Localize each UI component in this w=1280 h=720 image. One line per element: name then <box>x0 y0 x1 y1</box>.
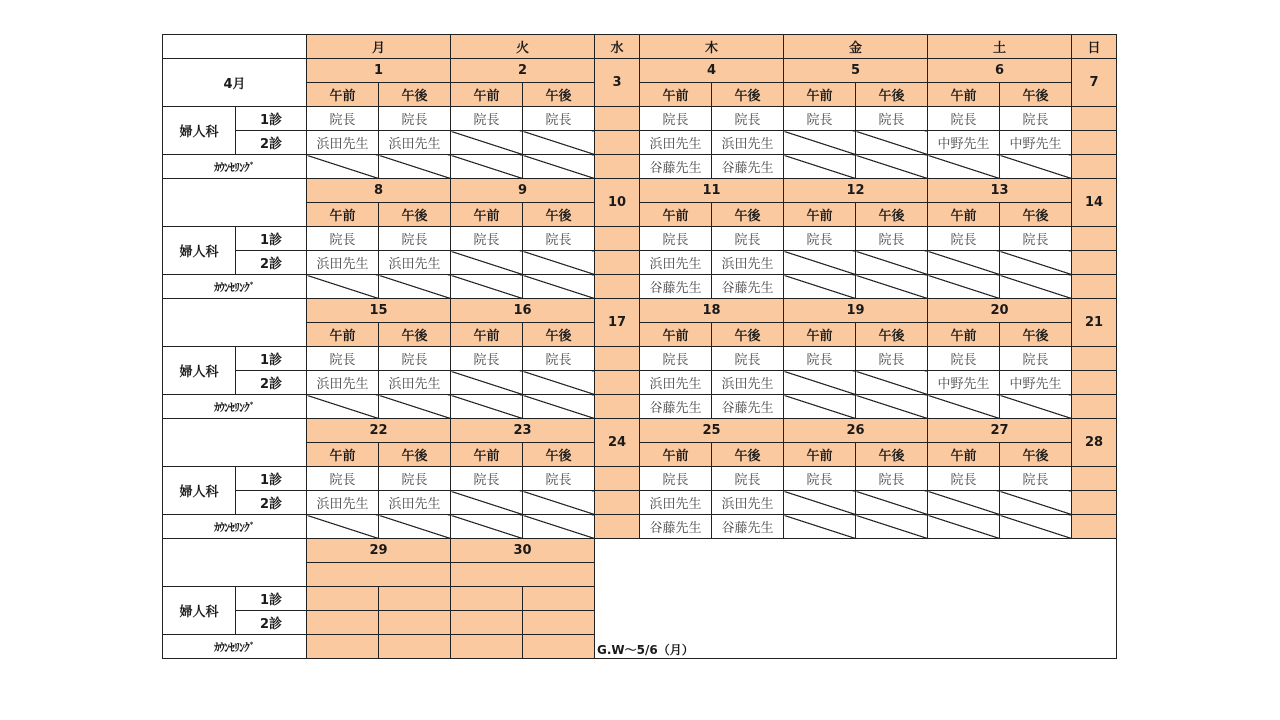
wed-closed-cell <box>595 371 640 395</box>
sun-closed-cell <box>1072 227 1117 251</box>
pm-label: 午後 <box>379 203 451 227</box>
am-label: 午前 <box>451 203 523 227</box>
slot2-label: 2診 <box>236 371 307 395</box>
doctor-cell: 中野先生 <box>1000 131 1072 155</box>
wed-closed-cell <box>595 515 640 539</box>
slot2-label: 2診 <box>236 491 307 515</box>
empty-cell <box>307 635 379 659</box>
slot2-row <box>163 251 1117 275</box>
doctor-cell: 院長 <box>379 107 451 131</box>
wed-closed-cell <box>595 107 640 131</box>
pm-label: 午後 <box>856 203 928 227</box>
pm-label: 午後 <box>712 83 784 107</box>
slot1-row <box>163 227 1117 251</box>
date-cell: 22 <box>307 419 451 443</box>
am-label: 午前 <box>451 323 523 347</box>
am-label: 午前 <box>640 443 712 467</box>
doctor-cell: 谷藤先生 <box>712 275 784 299</box>
closed-cell <box>451 155 523 179</box>
doctor-cell: 浜田先生 <box>307 251 379 275</box>
doctor-cell: 浜田先生 <box>712 491 784 515</box>
empty-ampm-block <box>307 563 451 587</box>
slot1-label: 1診 <box>236 587 307 611</box>
doctor-cell: 浜田先生 <box>379 131 451 155</box>
empty-ampm-block <box>451 563 595 587</box>
date-cell: 13 <box>928 179 1072 203</box>
pm-label: 午後 <box>379 323 451 347</box>
closed-cell <box>856 371 928 395</box>
sun-closed-cell <box>1072 275 1117 299</box>
closed-cell <box>451 491 523 515</box>
empty-cell <box>451 587 523 611</box>
am-label: 午前 <box>640 203 712 227</box>
closed-cell <box>928 155 1000 179</box>
doctor-cell: 谷藤先生 <box>640 515 712 539</box>
header-tue: 火 <box>451 35 595 59</box>
week-label-cell <box>163 299 307 347</box>
wed-closed-cell <box>595 395 640 419</box>
doctor-cell: 院長 <box>379 467 451 491</box>
date-cell-sun: 14 <box>1072 179 1117 227</box>
closed-cell <box>1000 515 1072 539</box>
closed-cell <box>451 395 523 419</box>
doctor-cell: 谷藤先生 <box>712 155 784 179</box>
wed-closed-cell <box>595 347 640 371</box>
closed-cell <box>784 275 856 299</box>
doctor-cell: 院長 <box>307 227 379 251</box>
ampm-row <box>163 323 1117 347</box>
week-date-row <box>163 419 1117 443</box>
doctor-cell: 浜田先生 <box>640 491 712 515</box>
slot1-label: 1診 <box>236 107 307 131</box>
closed-cell <box>856 155 928 179</box>
doctor-cell: 院長 <box>856 107 928 131</box>
doctor-cell: 院長 <box>451 347 523 371</box>
empty-cell <box>451 611 523 635</box>
closed-cell <box>379 275 451 299</box>
date-cell-wed: 10 <box>595 179 640 227</box>
week-date-row <box>163 299 1117 323</box>
date-cell-sun: 21 <box>1072 299 1117 347</box>
am-label: 午前 <box>784 203 856 227</box>
ampm-row <box>163 443 1117 467</box>
doctor-cell: 浜田先生 <box>640 131 712 155</box>
doctor-cell: 中野先生 <box>928 371 1000 395</box>
doctor-cell: 院長 <box>928 107 1000 131</box>
doctor-cell: 院長 <box>1000 347 1072 371</box>
corner-cell <box>163 35 307 59</box>
doctor-cell: 院長 <box>1000 227 1072 251</box>
doctor-cell: 院長 <box>451 467 523 491</box>
date-cell: 9 <box>451 179 595 203</box>
date-cell: 15 <box>307 299 451 323</box>
doctor-cell: 谷藤先生 <box>712 395 784 419</box>
closed-cell <box>928 251 1000 275</box>
am-label: 午前 <box>640 323 712 347</box>
wed-closed-cell <box>595 467 640 491</box>
doctor-cell: 中野先生 <box>1000 371 1072 395</box>
doctor-cell: 浜田先生 <box>712 251 784 275</box>
doctor-cell: 院長 <box>640 227 712 251</box>
empty-cell <box>379 611 451 635</box>
week-label-cell <box>163 539 307 587</box>
closed-cell <box>523 371 595 395</box>
date-cell-wed: 24 <box>595 419 640 467</box>
slot2-row <box>163 491 1117 515</box>
header-fri: 金 <box>784 35 928 59</box>
closed-cell <box>379 155 451 179</box>
date-cell: 12 <box>784 179 928 203</box>
am-label: 午前 <box>307 203 379 227</box>
date-cell: 27 <box>928 419 1072 443</box>
pm-label: 午後 <box>856 443 928 467</box>
date-cell: 11 <box>640 179 784 203</box>
slot2-label: 2診 <box>236 611 307 635</box>
dept-label: 婦人科 <box>163 587 236 635</box>
header-wed: 水 <box>595 35 640 59</box>
date-cell: 20 <box>928 299 1072 323</box>
closed-cell <box>307 395 379 419</box>
date-cell: 8 <box>307 179 451 203</box>
counseling-row <box>163 515 1117 539</box>
closed-cell <box>451 275 523 299</box>
closed-cell <box>451 371 523 395</box>
week-label-cell <box>163 179 307 227</box>
date-cell: 16 <box>451 299 595 323</box>
sun-closed-cell <box>1072 371 1117 395</box>
header-sun: 日 <box>1072 35 1117 59</box>
dept-label: 婦人科 <box>163 347 236 395</box>
am-label: 午前 <box>451 443 523 467</box>
closed-cell <box>451 251 523 275</box>
wed-closed-cell <box>595 275 640 299</box>
closed-cell <box>784 491 856 515</box>
closed-cell <box>523 131 595 155</box>
sun-closed-cell <box>1072 155 1117 179</box>
empty-cell <box>307 587 379 611</box>
doctor-cell: 院長 <box>451 227 523 251</box>
sun-closed-cell <box>1072 515 1117 539</box>
empty-cell <box>523 587 595 611</box>
date-cell: 30 <box>451 539 595 563</box>
slot1-label: 1診 <box>236 347 307 371</box>
slot1-label: 1診 <box>236 467 307 491</box>
am-label: 午前 <box>451 83 523 107</box>
empty-cell <box>523 635 595 659</box>
date-cell: 1 <box>307 59 451 83</box>
wed-closed-cell <box>595 227 640 251</box>
closed-cell <box>784 395 856 419</box>
closed-cell <box>523 155 595 179</box>
closed-cell <box>856 251 928 275</box>
counseling-label: ｶｳﾝｾﾘﾝｸﾞ <box>163 155 307 179</box>
doctor-cell: 院長 <box>307 107 379 131</box>
doctor-cell: 院長 <box>928 467 1000 491</box>
closed-cell <box>523 251 595 275</box>
closed-cell <box>523 515 595 539</box>
empty-cell <box>451 635 523 659</box>
counseling-label: ｶｳﾝｾﾘﾝｸﾞ <box>163 395 307 419</box>
doctor-cell: 院長 <box>784 227 856 251</box>
doctor-cell: 院長 <box>712 107 784 131</box>
header-thu: 木 <box>640 35 784 59</box>
sun-closed-cell <box>1072 467 1117 491</box>
pm-label: 午後 <box>523 83 595 107</box>
counseling-row <box>163 155 1117 179</box>
closed-cell <box>1000 275 1072 299</box>
am-label: 午前 <box>928 443 1000 467</box>
doctor-cell: 院長 <box>523 107 595 131</box>
sun-closed-cell <box>1072 395 1117 419</box>
gw-note: G.W～5/6（月） <box>595 539 1117 659</box>
closed-cell <box>451 515 523 539</box>
doctor-cell: 浜田先生 <box>307 131 379 155</box>
closed-cell <box>1000 491 1072 515</box>
doctor-cell: 院長 <box>523 347 595 371</box>
empty-cell <box>379 587 451 611</box>
doctor-cell: 院長 <box>379 227 451 251</box>
slot1-row <box>163 347 1117 371</box>
doctor-cell: 浜田先生 <box>307 491 379 515</box>
closed-cell <box>307 275 379 299</box>
doctor-cell: 谷藤先生 <box>712 515 784 539</box>
closed-cell <box>523 275 595 299</box>
date-cell: 26 <box>784 419 928 443</box>
closed-cell <box>856 131 928 155</box>
pm-label: 午後 <box>379 83 451 107</box>
closed-cell <box>379 395 451 419</box>
doctor-cell: 浜田先生 <box>307 371 379 395</box>
am-label: 午前 <box>784 83 856 107</box>
am-label: 午前 <box>307 443 379 467</box>
sun-closed-cell <box>1072 131 1117 155</box>
doctor-cell: 院長 <box>784 347 856 371</box>
doctor-cell: 浜田先生 <box>640 251 712 275</box>
am-label: 午前 <box>928 323 1000 347</box>
pm-label: 午後 <box>1000 323 1072 347</box>
am-label: 午前 <box>784 323 856 347</box>
schedule-table <box>162 34 1117 659</box>
slot1-row <box>163 107 1117 131</box>
week-label-cell <box>163 419 307 467</box>
empty-cell <box>523 611 595 635</box>
am-label: 午前 <box>640 83 712 107</box>
date-cell-sun: 7 <box>1072 59 1117 107</box>
pm-label: 午後 <box>712 323 784 347</box>
wed-closed-cell <box>595 491 640 515</box>
date-cell-sun: 28 <box>1072 419 1117 467</box>
pm-label: 午後 <box>856 323 928 347</box>
counseling-label: ｶｳﾝｾﾘﾝｸﾞ <box>163 635 307 659</box>
ampm-row <box>163 83 1117 107</box>
closed-cell <box>856 515 928 539</box>
doctor-cell: 院長 <box>1000 467 1072 491</box>
empty-cell <box>307 611 379 635</box>
dept-label: 婦人科 <box>163 227 236 275</box>
date-cell: 19 <box>784 299 928 323</box>
date-cell: 5 <box>784 59 928 83</box>
doctor-cell: 谷藤先生 <box>640 275 712 299</box>
dept-label: 婦人科 <box>163 107 236 155</box>
doctor-cell: 浜田先生 <box>712 131 784 155</box>
closed-cell <box>379 515 451 539</box>
doctor-cell: 院長 <box>856 347 928 371</box>
date-cell: 6 <box>928 59 1072 83</box>
closed-cell <box>307 155 379 179</box>
doctor-cell: 院長 <box>856 467 928 491</box>
pm-label: 午後 <box>523 203 595 227</box>
date-cell: 2 <box>451 59 595 83</box>
closed-cell <box>784 515 856 539</box>
pm-label: 午後 <box>523 443 595 467</box>
doctor-cell: 院長 <box>640 467 712 491</box>
counseling-label: ｶｳﾝｾﾘﾝｸﾞ <box>163 515 307 539</box>
date-cell: 4 <box>640 59 784 83</box>
closed-cell <box>451 131 523 155</box>
sun-closed-cell <box>1072 491 1117 515</box>
closed-cell <box>784 155 856 179</box>
closed-cell <box>928 395 1000 419</box>
doctor-cell: 浜田先生 <box>379 371 451 395</box>
doctor-cell: 院長 <box>928 227 1000 251</box>
slot2-label: 2診 <box>236 131 307 155</box>
slot2-row <box>163 371 1117 395</box>
doctor-cell: 院長 <box>928 347 1000 371</box>
closed-cell <box>1000 251 1072 275</box>
doctor-cell: 院長 <box>712 347 784 371</box>
header-mon: 月 <box>307 35 451 59</box>
pm-label: 午後 <box>379 443 451 467</box>
closed-cell <box>523 395 595 419</box>
date-cell: 25 <box>640 419 784 443</box>
closed-cell <box>856 491 928 515</box>
date-cell-wed: 17 <box>595 299 640 347</box>
doctor-cell: 院長 <box>379 347 451 371</box>
am-label: 午前 <box>307 83 379 107</box>
closed-cell <box>1000 395 1072 419</box>
doctor-cell: 院長 <box>451 107 523 131</box>
pm-label: 午後 <box>856 83 928 107</box>
doctor-cell: 中野先生 <box>928 131 1000 155</box>
week-date-row <box>163 179 1117 203</box>
doctor-cell: 院長 <box>712 467 784 491</box>
counseling-row <box>163 395 1117 419</box>
sun-closed-cell <box>1072 347 1117 371</box>
doctor-cell: 浜田先生 <box>379 491 451 515</box>
doctor-cell: 院長 <box>712 227 784 251</box>
wed-closed-cell <box>595 131 640 155</box>
am-label: 午前 <box>928 203 1000 227</box>
closed-cell <box>784 131 856 155</box>
date-cell-wed: 3 <box>595 59 640 107</box>
closed-cell <box>856 395 928 419</box>
pm-label: 午後 <box>712 203 784 227</box>
slot1-label: 1診 <box>236 227 307 251</box>
month-label: 4月 <box>163 59 307 107</box>
closed-cell <box>307 515 379 539</box>
empty-cell <box>379 635 451 659</box>
doctor-cell: 谷藤先生 <box>640 155 712 179</box>
closed-cell <box>928 491 1000 515</box>
dept-label: 婦人科 <box>163 467 236 515</box>
doctor-cell: 院長 <box>784 467 856 491</box>
closed-cell <box>856 275 928 299</box>
am-label: 午前 <box>784 443 856 467</box>
date-cell: 29 <box>307 539 451 563</box>
closed-cell <box>784 371 856 395</box>
doctor-cell: 谷藤先生 <box>640 395 712 419</box>
doctor-cell: 院長 <box>307 467 379 491</box>
closed-cell <box>523 491 595 515</box>
am-label: 午前 <box>307 323 379 347</box>
weekday-header-row <box>163 35 1117 59</box>
pm-label: 午後 <box>1000 83 1072 107</box>
pm-label: 午後 <box>712 443 784 467</box>
pm-label: 午後 <box>1000 203 1072 227</box>
counseling-label: ｶｳﾝｾﾘﾝｸﾞ <box>163 275 307 299</box>
doctor-cell: 院長 <box>784 107 856 131</box>
week-date-row <box>163 59 1117 83</box>
doctor-cell: 院長 <box>640 347 712 371</box>
doctor-cell: 浜田先生 <box>640 371 712 395</box>
doctor-cell: 院長 <box>640 107 712 131</box>
doctor-cell: 院長 <box>523 467 595 491</box>
ampm-row <box>163 203 1117 227</box>
slot1-row <box>163 467 1117 491</box>
sun-closed-cell <box>1072 107 1117 131</box>
doctor-cell: 浜田先生 <box>379 251 451 275</box>
wed-closed-cell <box>595 155 640 179</box>
date-cell: 18 <box>640 299 784 323</box>
doctor-cell: 院長 <box>523 227 595 251</box>
doctor-cell: 院長 <box>307 347 379 371</box>
slot2-label: 2診 <box>236 251 307 275</box>
closed-cell <box>928 515 1000 539</box>
closed-cell <box>1000 155 1072 179</box>
header-sat: 土 <box>928 35 1072 59</box>
pm-label: 午後 <box>1000 443 1072 467</box>
doctor-cell: 院長 <box>1000 107 1072 131</box>
closed-cell <box>928 275 1000 299</box>
wed-closed-cell <box>595 251 640 275</box>
am-label: 午前 <box>928 83 1000 107</box>
pm-label: 午後 <box>523 323 595 347</box>
last-week-date-row <box>163 539 1117 563</box>
sun-closed-cell <box>1072 251 1117 275</box>
doctor-cell: 浜田先生 <box>712 371 784 395</box>
closed-cell <box>784 251 856 275</box>
counseling-row <box>163 275 1117 299</box>
slot2-row <box>163 131 1117 155</box>
doctor-cell: 院長 <box>856 227 928 251</box>
date-cell: 23 <box>451 419 595 443</box>
